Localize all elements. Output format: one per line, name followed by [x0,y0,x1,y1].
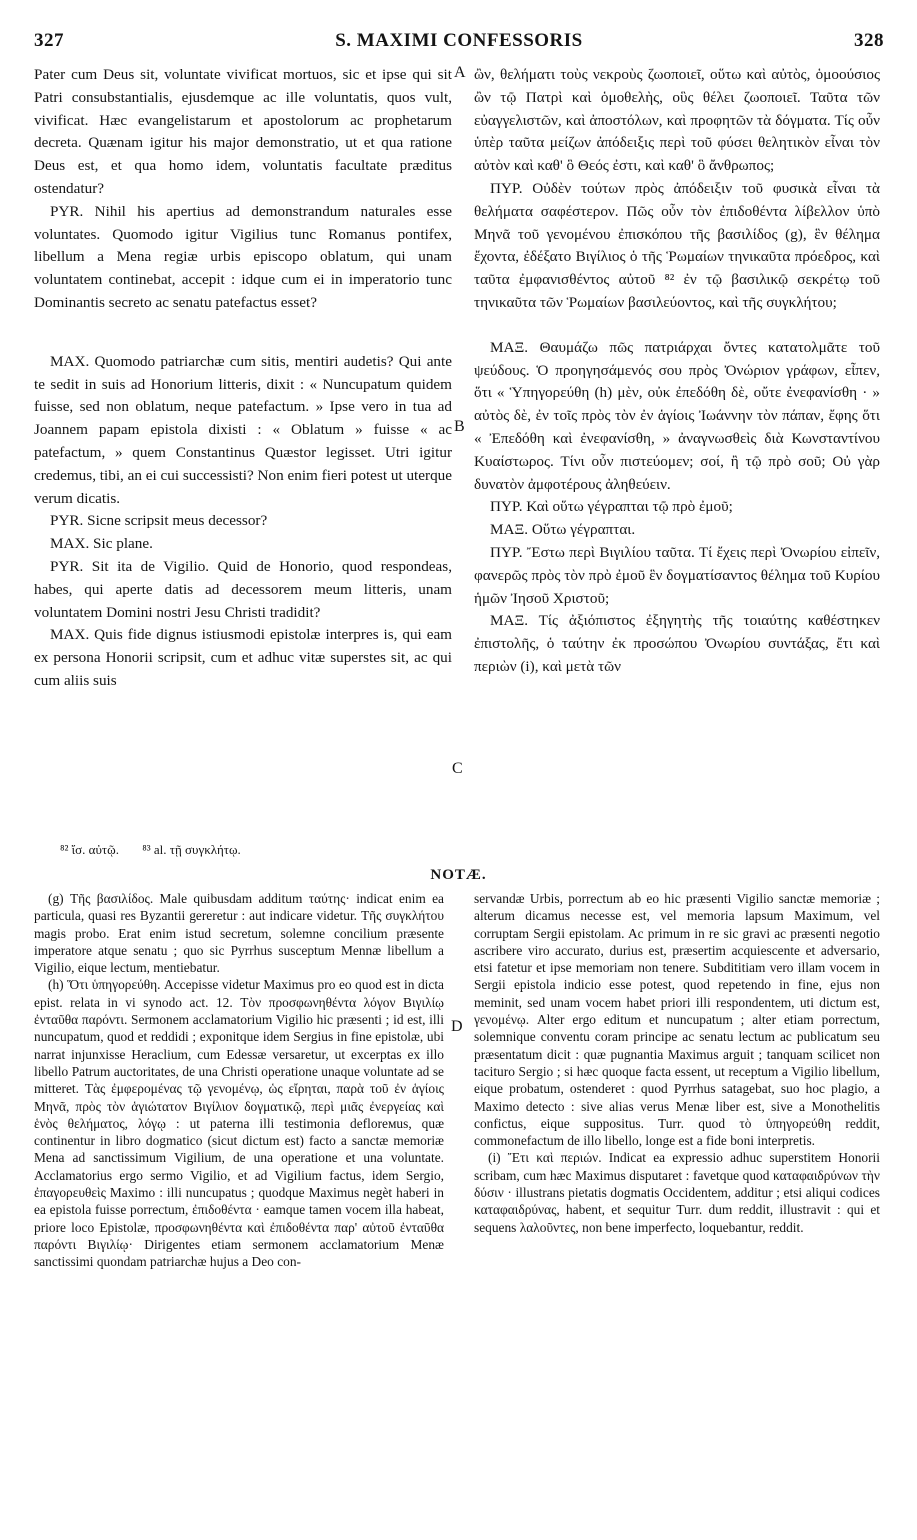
running-title: S. MAXIMI CONFESSORIS [335,30,583,51]
notes-heading: NOTÆ. [430,867,487,883]
page-number-left: 327 [34,30,64,51]
variant-note: ⁸² ἴσ. αὐτῷ. [60,842,119,857]
latin-paragraph: PYR. Sit ita de Vigilio. Quid de Honorio, quod respondeas, habes, qui aperte datis ad decessorem meum litteris, unam voluntatem Domini nostri Jesu Christi tradidit? [34,557,452,621]
greek-paragraph: ΜΑΞ. Θαυμάζω πῶς πατριάρχαι ὄντες κατατολμᾶτε τοῦ ψεύδους. Ὁ προηγησάμενός σου πρὸς Ὀνώριον γράφων, εἶπεν, ὅτι « Ὑπηγορεύθη (h) μὲν, οὐκ ἐπεδόθη δὲ, οὔτε ἐνεφανίσθη · » αὐτὸς δὲ, ἐν τοῖς πρὸς τὸν ἐν ἁγίοις Ἰωάννην τὸν πάπαν, ἔφης ὅτι « Ἐπεδόθη καὶ ἐνεφανίσθη, » ἀναγνωσθεὶς διὰ Κωνσταντίνου Κυαίστωρος. Τίνι οὖν πιστεύομεν; σοί, ἢ τῷ πρὸ σοῦ; Οὐ γὰρ δυνατὸν ἀμφοτέρους ἀληθεύειν. [474,338,880,493]
margin-marker-a: A [454,64,466,81]
greek-paragraph: ΠΥΡ. Οὐδὲν τούτων πρὸς ἀπόδειξιν τοῦ φυσικὰ εἶναι τὰ θελήματα σαφέστερον. Πῶς οὖν τὸν ἐπιδοθέντα λίβελλον ὑπὸ Μηνᾶ τοῦ γενομένου ἐπισκόπου τῆς βασιλίδος (g), ἓν θέλημα ἔχοντα, ἐδέξατο Βιγίλιος ὁ τῆς Ῥωμαίων τηνικαῦτα πρόεδρος, καὶ ταῦτα ἐμφανισθέντος αὐτοῦ ⁸² ἐν τῷ βασιλικῷ σεκρέτῳ τοῦ τηνικαῦτα τῶν Ῥωμαίων βασιλεύοντος, καὶ τῆς συγκλήτου; [474,179,880,311]
latin-paragraph: MAX. Quis fide dignus istiusmodi epistolæ interpres is, qui eam ex persona Honorii scripsit, cum et adhuc vitæ superstes sit, ac qui cum aliis suis [34,626,452,689]
latin-paragraph: Pater cum Deus sit, voluntate vivificat mortuos, sic et ipse qui sit Patri consubstantialis, ejusdemque ac ille voluntatis, quos vult, vivificat. Hæc evangelistarum et apostolorum ac prophetarum decreta. Quænam igitur his major demonstratio, ut et qua ratione Deus est, et qua homo idem, voluntatis facultate præditus ostendatur? [34,66,452,197]
latin-paragraph: MAX. Sic plane. [50,535,153,553]
page-number-right: 328 [854,30,884,51]
latin-paragraph: PYR. Sicne scripsit meus decessor? [50,512,268,530]
margin-marker-c: C [452,760,463,777]
latin-paragraph: MAX. Quomodo patriarchæ cum sitis, mentiri audetis? Qui ante te sedit in suis ad Honorium litteris, dixit : « Nuncupatum quidem fuisse, sed non oblatum, neque patefactum. » Ipse vero in tua ad Joannem papam epistola dixisti : « Oblatum » fuisse « ac patefactum, » quem Constantinus Quæstor legisset. Utri igitur credemus, tibi, an ei cui successisti? Non enim fieri potest ut uterque verum dicatis. [34,352,452,507]
greek-paragraph: ΜΑΞ. Τίς ἀξιόπιστος ἐξηγητὴς τῆς τοιαύτης καθέστηκεν ἐπιστολῆς, ὁ ταύτην ἐκ προσώπου Ὀνωρίου συντάξας, ἔτι καὶ περιὼν (i), καὶ μετὰ τῶν [474,612,880,675]
greek-paragraph: ΠΥΡ. Ἔστω περὶ Βιγιλίου ταῦτα. Τί ἔχεις περὶ Ὀνωρίου εἰπεῖν, φανερῶς πρὸς τὸν πρὸ ἐμοῦ ἓν δογματίσαντος θέλημα τοῦ Κυρίου ἡμῶν Ἰησοῦ Χριστοῦ; [474,543,880,607]
notes-column-left [34,890,444,1271]
note-paragraph: (h) Ὅτι ὑπηγορεύθη. Accepisse videtur Maximus pro eo quod est in dicta epist. relata in vi synodo act. 12. Τὸν προσφωνηθέντα λόγον Βιγιλίῳ ἐνταῦθα παρόντι. Sermonem acclamatorium Vigilio hic præsenti ; id est, illi nuncupatum, quod et reddidi ; exponitque idem Sergius in fine epistolæ, ubi narrat injunxisse Heraclium, cum Edessæ versaretur, ut excerptas ex illo libello Patrum auctoritates, de una Christi operatione unaque voluntate ad se mitteret. Τὰς ἐμφερομένας τῷ γενομένῳ, ὡς εἴρηται, παρὰ τοῦ ἐν ἁγίοις Μηνᾶ, πρὸς τὸν ἁγιώτατον Βιγίλιον δογματικῷ, περὶ μιᾶς ἐνεργείας καὶ ἑνὸς θελήματος, λόγῳ : ut paterna illi testimonia deflorемus, quæ continentur in libro dogmatico (sicut dictum est) facto a sanctæ memoriæ Mena ad sanctissimum Vigilium, de una operatione et una voluntate. Acclamatorius ergo sermo Vigilio, et ad Vigilium factus, idem Sergio, ἐπαγορευθεὶς Maximo : illi nuncupatus ; quodque Maximus negèt haberi in ea epistola fuisse porrectum, ἐπιδοθέντα · eamque tamen vocem illa habeat, priore loco Epistolæ, προσφωνηθέντα καὶ ἐπιδοθέντα παρ' αὐτοῦ ἐνταῦθα παρόντι Βιγιλίῳ· Dirigentes etiam sermonem acclamatorium Menæ sanctissimi quondam patriarchæ hujus a Deo con- [34,977,444,1270]
greek-paragraph: ΠΥΡ. Καὶ οὕτω γέγραπται τῷ πρὸ ἐμοῦ; [490,498,733,516]
notes-column-right [474,890,880,1236]
latin-column [34,64,452,693]
page-header [34,30,884,56]
latin-paragraph: PYR. Nihil his apertius ad demonstrandum naturales esse voluntates. Quomodo igitur Vigilius tunc Romanus pontifex, libellum a Mena regiæ urbis episcopo oblatum, qui unam voluntatem continebat, accepit : idque cum ei in imperatorio tunc Dominantis secreto ac senatu patefactus esset? [34,202,452,311]
note-paragraph: servandæ Urbis, porrectum ab eo hic præsenti Vigilio sanctæ memoriæ ; alterum dicamus necesse est, vel memoria lapsum Maximum, vel corruptam Sergii epistolam. Ac primum in re sic gravi ac præsenti negotio ascribere viro accurato, durius est, præsertim acquiescente et adversario, etsi fatetur et ipse memoriam non tenere. Subdititiam vero illam vocem in Sergii epistola indicio esse potest, quod repetendo in fine, ejus non meminit, sed unam vocem habet priori illi respondentem, uti dictum est, γενομένῳ. Alter ergo editum et nuncupatum ; alter etiam porrectum, solemnique conventu coram principe ac senatu lectum ac publicatum seu præsentatum dicit : quæ pugnantia Maximus arguit ; tanquam scilicet non taciturо Sergio ; si hæc quoque facta essent, ut receptum a Vigilio libellum, eique probatum, ostenderet : quod Pyrrhus satagebat, suo hoc plagio, a Maximo detecto : sive alias verus Menæ liber est, sive a Monothelitis confictus, eique suppositus. Turr. quod τὸ ὑπηγορεύθη reddit, commonefactum de illo libello, longe est a fide boni interpretis. [474,891,880,1149]
variant-note: ⁸³ al. τῇ συγκλήτῳ. [142,842,241,857]
greek-paragraph: ὢν, θελήματι τοὺς νεκροὺς ζωοποιεῖ, οὕτω καὶ αὐτὸς, ὁμοούσιος ὢν τῷ Πατρὶ καὶ ὁμοθελὴς, οὓς θέλει ζωοποιεῖ. Ταῦτα τῶν εὐαγγελιστῶν, καὶ ἀποστόλων, καὶ προφητῶν τὰ δόγματα. Τίς οὖν ὑπὲρ ταῦτα μείζων ἀπόδειξις περὶ τοῦ φύσει θελητικὸν εἶναι τὸν αὐτὸν καὶ καθ' ὃ Θεός ἐστι, καὶ καθ' ὃ ἄνθρωπος; [474,66,880,175]
note-paragraph: (g) Τῆς βασιλίδος. Male quibusdam additum ταύτης· indicat enim ea particula, quasi res Byzantii gereretur : aut indicare videtur. Τῆς συγκλήτου magis probo. Erat enim istud secretum, solemne concilium præsente imperatore atque senatu ; quo sic Pyrrhus susceptum Mennæ libellum a Vigilio, eique lectum, mentiebatur. [34,891,444,976]
note-paragraph: (i) Ἔτι καὶ περιών. Indicat ea expressio adhuc superstitem Honorii scribam, cum hæc Maximus disputaret : favetque quod καταφαιδρύνων τὴν δύσιν · illustrans pietatis dogmatis Occidentem, additur ; etsi aliqui codices καταφαιδρύνας, habent, et sequitur Turr. dum reddit, illustravit : qui et sequens λαλοῦντες, non bene imperfecto, loquebantur, reddit. [474,1150,880,1235]
variant-readings [60,840,440,860]
greek-paragraph: ΜΑΞ. Οὕτω γέγραπται. [490,521,636,539]
margin-marker-d: D [451,1018,463,1035]
greek-column [474,64,880,679]
margin-marker-b: B [454,418,465,435]
